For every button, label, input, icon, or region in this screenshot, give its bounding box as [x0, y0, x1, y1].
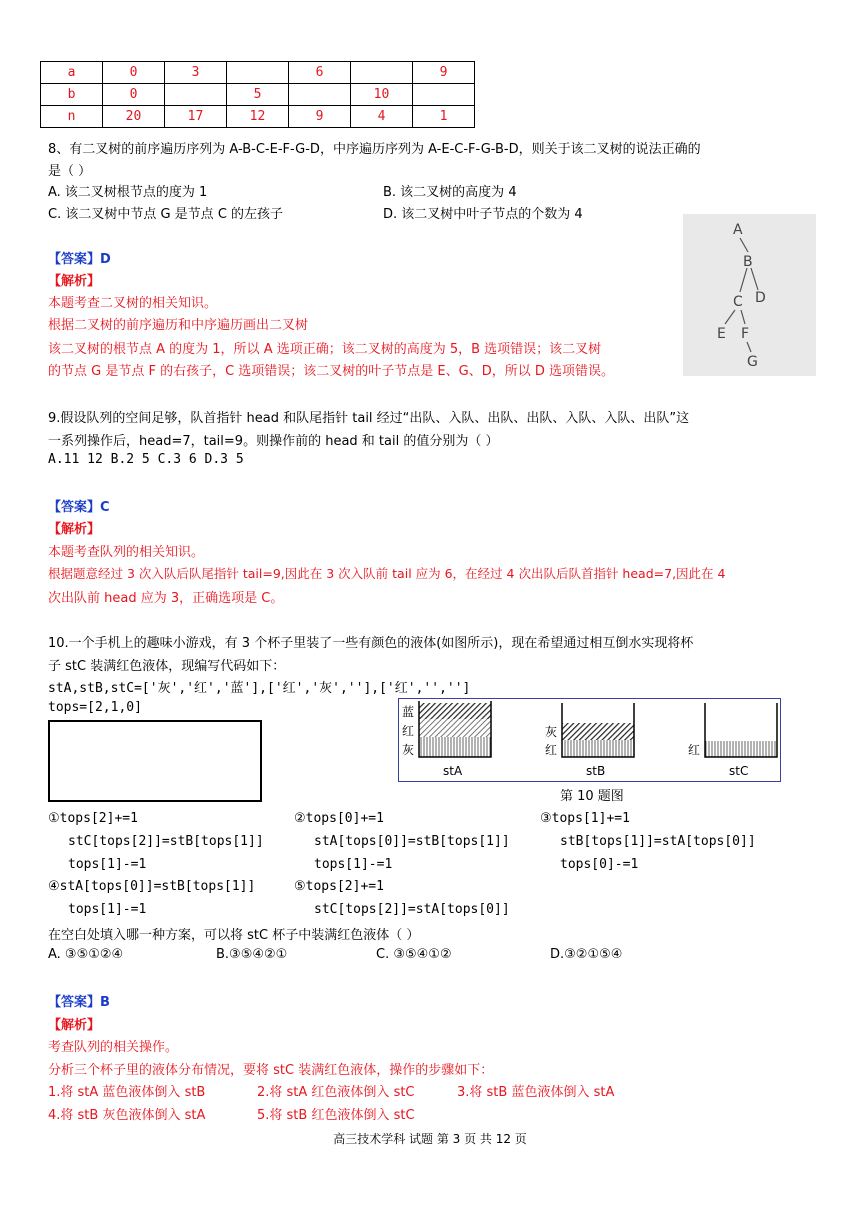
table-cell: n: [41, 106, 103, 128]
tree-node-g: G: [747, 354, 758, 370]
q9-explanation-1: 本题考查队列的相关知识。: [48, 545, 205, 560]
cup-c-name: stC: [729, 764, 749, 778]
tree-node-b: B: [743, 254, 753, 270]
q8-explanation-4: 的节点 G 是节点 F 的右孩子，C 选项错误；该二叉树的叶子节点是 E、G、D，所以 D 选项错误。: [48, 364, 614, 379]
page-footer: 高三技术学科 试题 第 3 页 共 12 页: [333, 1132, 527, 1146]
table-cell: [227, 62, 289, 84]
option-3-line1: ③tops[1]+=1: [540, 811, 630, 826]
cup-a-label-blue: 蓝: [402, 705, 415, 719]
figure-caption: 第 10 题图: [560, 789, 624, 804]
q10-answer: 【答案】B: [48, 995, 110, 1010]
table-cell: 1: [413, 106, 475, 128]
option-2-line3: tops[1]-=1: [314, 857, 393, 872]
table-cell: [413, 84, 475, 106]
table-row: [41, 84, 475, 106]
q9-answer: 【答案】C: [48, 500, 110, 515]
table-cell: b: [41, 84, 103, 106]
q8-explanation-3: 该二叉树的根节点 A 的度为 1，所以 A 选项正确；该二叉树的高度为 5，B 选项错误；该二叉树: [48, 342, 602, 357]
cup-c-label-red: 红: [688, 743, 701, 757]
q8-option-c: C. 该二叉树中节点 G 是节点 C 的左孩子: [48, 207, 284, 222]
q9-analysis-heading: 【解析】: [48, 522, 101, 537]
q8-option-a: A. 该二叉树根节点的度为 1: [48, 185, 208, 200]
table-row: [41, 106, 475, 128]
q9-options: A.11 12 B.2 5 C.3 6 D.3 5: [48, 452, 244, 467]
table-cell: [289, 84, 351, 106]
table-cell: 20: [103, 106, 165, 128]
option-1-line3: tops[1]-=1: [68, 857, 147, 872]
option-3-line3: tops[0]-=1: [560, 857, 639, 872]
q10-analysis-heading: 【解析】: [48, 1018, 101, 1033]
cup-b-label-gray: 灰: [545, 725, 558, 739]
table-cell: [165, 84, 227, 106]
table-cell: 10: [351, 84, 413, 106]
q8-option-d: D. 该二叉树中叶子节点的个数为 4: [383, 207, 583, 222]
table-cell: 3: [165, 62, 227, 84]
table-cell: 9: [289, 106, 351, 128]
table-cell: 9: [413, 62, 475, 84]
tree-node-d: D: [755, 290, 766, 306]
option-5-line2: stC[tops[2]]=stA[tops[0]]: [314, 902, 510, 917]
q8-analysis-heading: 【解析】: [48, 274, 101, 289]
cup-b-label-red: 红: [545, 743, 558, 757]
q8-stem-line2: 是（ ）: [48, 164, 92, 179]
q10-explanation-2: 分析三个杯子里的液体分布情况，要将 stC 装满红色液体，操作的步骤如下：: [48, 1063, 494, 1078]
q8-option-b: B. 该二叉树的高度为 4: [383, 185, 517, 200]
table-cell: 0: [103, 62, 165, 84]
q10-step-2: 2.将 stA 红色液体倒入 stC: [257, 1085, 415, 1100]
value-table: [40, 61, 475, 128]
cup-a-name: stA: [443, 764, 463, 778]
option-1-line1: ①tops[2]+=1: [48, 811, 138, 826]
cup-stb: [562, 703, 634, 757]
option-4-line1: ④stA[tops[0]]=stB[tops[1]]: [48, 879, 256, 894]
q8-explanation-2: 根据二叉树的前序遍历和中序遍历画出二叉树: [48, 318, 309, 333]
q9-explanation-3: 次出队前 head 应为 3，正确选项是 C。: [48, 591, 284, 606]
cup-a-label-gray: 灰: [402, 743, 415, 757]
cup-b-name: stB: [586, 764, 606, 778]
q10-code-line2: tops=[2,1,0]: [48, 700, 142, 715]
q10-explanation-1: 考查队列的相关操作。: [48, 1040, 179, 1055]
table-cell: 17: [165, 106, 227, 128]
tree-node-f: F: [741, 326, 750, 342]
option-5-line1: ⑤tops[2]+=1: [294, 879, 384, 894]
option-1-line2: stC[tops[2]]=stB[tops[1]]: [68, 834, 264, 849]
option-4-line2: tops[1]-=1: [68, 902, 147, 917]
option-2-line2: stA[tops[0]]=stB[tops[1]]: [314, 834, 510, 849]
q10-option-a: A. ③⑤①②④: [48, 947, 124, 962]
table-cell: 5: [227, 84, 289, 106]
table-cell: 6: [289, 62, 351, 84]
q10-option-c: C. ③⑤④①②: [376, 947, 452, 962]
tree-node-e: E: [717, 326, 726, 342]
cups-illustration: [399, 699, 780, 781]
q10-step-5: 5.将 stB 红色液体倒入 stC: [257, 1108, 415, 1123]
table-cell: [351, 62, 413, 84]
q10-step-4: 4.将 stB 灰色液体倒入 stA: [48, 1108, 206, 1123]
q10-step-1: 1.将 stA 蓝色液体倒入 stB: [48, 1085, 206, 1100]
tree-node-c: C: [733, 294, 743, 310]
option-3-line2: stB[tops[1]]=stA[tops[0]]: [560, 834, 756, 849]
q10-code-line1: stA,stB,stC=['灰','红','蓝'],['红','灰',''],['红','','']: [48, 681, 471, 696]
q8-stem-line1: 8、有二叉树的前序遍历序列为 A-B-C-E-F-G-D，中序遍历序列为 A-E-C-F-G-B-D，则关于该二叉树的说法正确的: [48, 142, 701, 157]
table-cell: 12: [227, 106, 289, 128]
q10-option-d: D.③②①⑤④: [550, 947, 623, 962]
q10-step-3: 3.将 stB 蓝色液体倒入 stA: [457, 1085, 615, 1100]
q9-explanation-2: 根据题意经过 3 次入队后队尾指针 tail=9,因此在 3 次入队前 tail 应为 6，在经过 4 次出队后队首指针 head=7,因此在 4: [48, 566, 726, 581]
binary-tree-diagram: [683, 214, 816, 376]
answer-blank-box: [48, 720, 262, 802]
q8-answer: 【答案】D: [48, 252, 111, 267]
table-cell: 0: [103, 84, 165, 106]
q10-stem-line1: 10.一个手机上的趣味小游戏，有 3 个杯子里装了一些有颜色的液体(如图所示)，现在希望通过相互倒水实现将杯: [48, 636, 694, 651]
cup-stc: [705, 703, 777, 757]
cup-sta: [419, 701, 491, 757]
q9-stem-line2: 一系列操作后，head=7，tail=9。则操作前的 head 和 tail 的值分别为（ ）: [48, 434, 499, 449]
table-cell: a: [41, 62, 103, 84]
cups-figure: [398, 698, 781, 782]
binary-tree-photo: [683, 214, 816, 376]
q8-explanation-1: 本题考查二叉树的相关知识。: [48, 296, 218, 311]
option-2-line1: ②tops[0]+=1: [294, 811, 384, 826]
q9-stem-line1: 9.假设队列的空间足够，队首指针 head 和队尾指针 tail 经过“出队、入队、出队、出队、入队、入队、出队”这: [48, 411, 690, 426]
q10-stem-line2: 子 stC 装满红色液体，现编写代码如下：: [48, 659, 286, 674]
cup-a-label-red: 红: [402, 724, 415, 738]
table-cell: 4: [351, 106, 413, 128]
tree-node-a: A: [733, 222, 743, 238]
q10-question: 在空白处填入哪一种方案，可以将 stC 杯子中装满红色液体（ ）: [48, 928, 420, 943]
q10-option-b: B.③⑤④②①: [216, 947, 288, 962]
table-row: [41, 62, 475, 84]
